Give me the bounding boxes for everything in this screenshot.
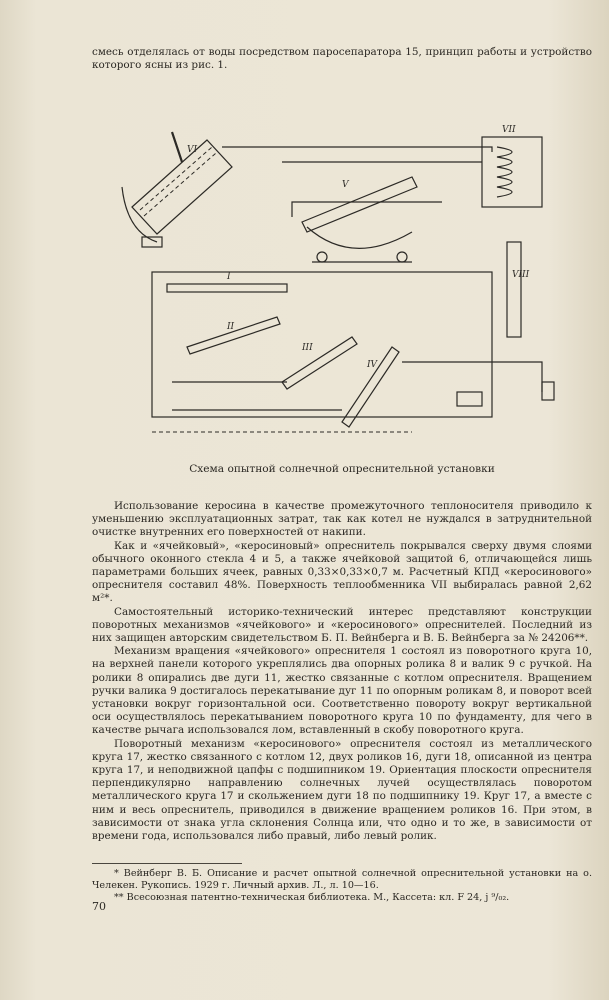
label-vii: VII [502,125,516,135]
label-iv: IV [367,360,378,370]
label-viii: VIII [512,270,530,280]
paragraph-2: Как и «ячейковый», «керосиновый» опреснитель покрывался сверху двумя слоями обычного оконного стекла 4 и 5, а также ячейковой защитой 6, отличающейся лишь параметрами больших ячеек, равных 0,33×0,33×0,7 м. Расчетный КПД «керосинового» опреснителя составил 48%. Поверхность теплообменника VII выбиралась равной 2,62 м²*. [92,539,592,605]
pipe-26 [222,147,492,152]
pipe-frame [152,272,492,417]
paragraph-1: Использование керосина в качестве промежуточного теплоносителя приводило к уменьшению эксплуатационных затрат, так как котел не нуждался в затруднительной очистке внутренних его поверхностей от накипи. [92,500,592,539]
column-viii [507,242,521,337]
installation-diagram [112,92,572,447]
paragraph-3: Самостоятельный историко-технический интерес представляют конструкции поворотных механизмов «ячейкового» и «керосинового» опреснителей. Последний из них защищен авторским свидетельством Б. П. Вейнберга и В. Б. Вейнберга за № 24206**. [92,605,592,645]
label-iii: III [302,343,313,353]
tube-i [167,284,287,292]
page-number: 70 [92,900,106,913]
footnote-rule [92,863,242,864]
footnote-1: * Вейнберг В. Б. Описание и расчет опытной солнечной опреснительной установки на о. Челекен. Рукопись. 1929 г. Личный архив. Л., л. 10—16. [92,868,592,891]
pipe-27-right [402,362,542,392]
intro-paragraph: смесь отделялась от воды посредством паросепаратора 15, принцип работы и устройство которого ясны из рис. 1. [92,46,592,72]
figure-caption: Схема опытной солнечной опреснительной установки [189,463,495,475]
intro-text [92,46,592,72]
label-i: I [227,272,231,282]
label-vi: VI [187,145,198,155]
pipe-25 [292,202,442,217]
desalinator-iii [282,337,357,389]
diagram-svg [112,92,572,447]
paragraph-4: Механизм вращения «ячейкового» опреснителя 1 состоял из поворотного круга 10, на верхней панели которого укреплялись два опорных ролика 8 и валик 9 с ручкой. На ролики 8 опирались две дуги 11, жестко связанные с котлом опреснителя. Вращением ручки валика 9 достигалось перекатывание дуг 11 по опорным роликам 8, и поворот всей установки вокруг горизонтальной оси. Соответственно повороту вокруг вертикальной оси осуществлялось перекатыванием поворотного круга 10 по фундаменту, для чего в качестве рычага использовался лом, вставленный в скобу поворотного круга. [92,645,592,737]
label-v: V [342,180,349,190]
desalinator-vi [122,132,232,247]
desalinator-iv [342,347,399,427]
tank-29 [457,392,482,406]
footnote-2: ** Всесоюзная патентно-техническая библиотека. М., Кассета: кл. F 24, j ⁹/₀₂. [114,892,510,903]
tank-28 [542,382,554,400]
footnotes [92,868,592,904]
body-text [92,500,592,843]
label-ii: II [227,322,235,332]
paragraph-5: Поворотный механизм «керосинового» опреснителя состоял из металлического круга 17, жестко связанного с котлом 12, двух роликов 16, дуги 18, описанной из центра круга 17, и неподвижной цапфы с подшипником 19. Ориентация плоскости опреснителя перпендикулярно направлению солнечных лучей осуществлялась поворотом металлического круга 17 и скольжением дуги 18 по подшипнику 19. Круг 17, а вместе с ним и весь опреснитель, приводился в движение вращением роликов 16. При этом, в зависимости от знака угла склонения Солнца или, что одно и то же, в зависимости от времени года, использовался либо правый, либо левый ролик. [92,737,592,843]
desalinator-v [302,177,417,262]
